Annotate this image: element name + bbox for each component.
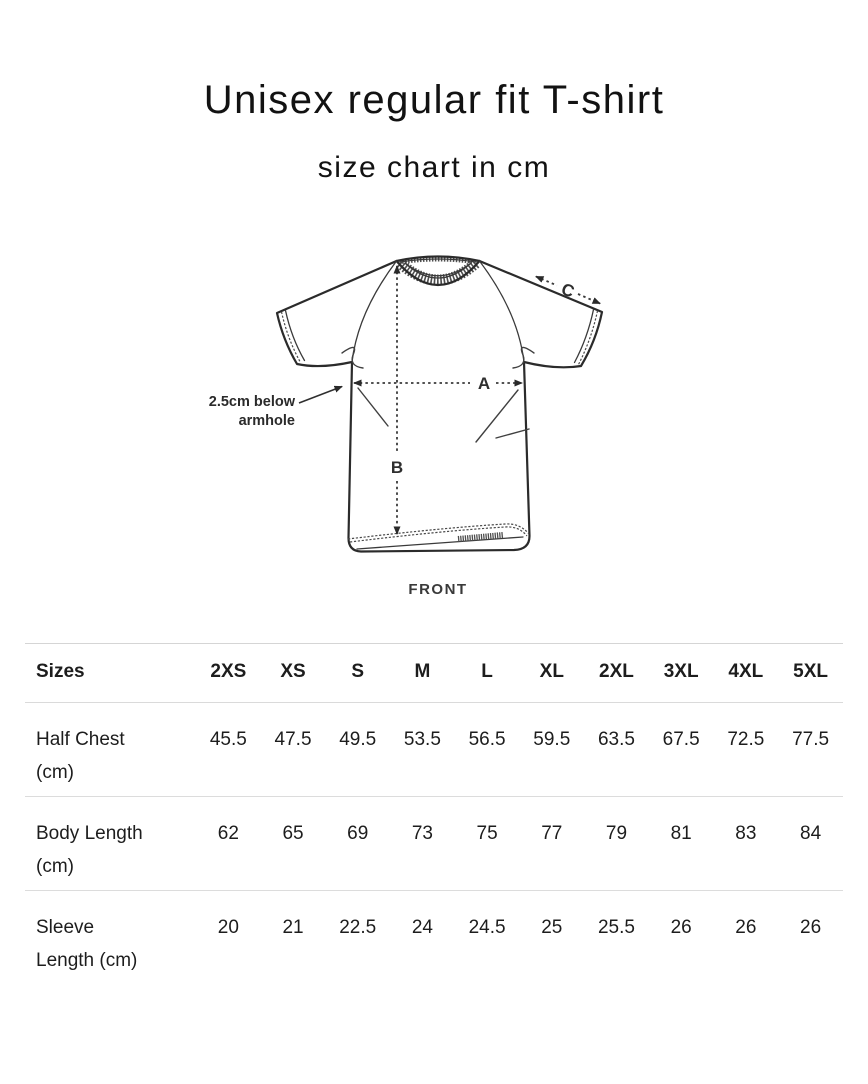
front-caption: FRONT — [408, 581, 468, 598]
row-label-text: Half Chest (cm) — [36, 729, 125, 783]
value-cell: 26 — [735, 917, 757, 938]
tshirt-measurement-diagram — [200, 235, 680, 610]
armhole-note-line1: 2.5cm below — [208, 394, 295, 410]
collar-ribbing-texture — [400, 259, 476, 280]
tshirt-outline — [277, 257, 602, 552]
value-cell: 84 — [778, 797, 843, 891]
size-table — [25, 643, 843, 984]
value-cell: 21 — [282, 917, 304, 938]
value-cell: 67.5 — [649, 703, 714, 797]
header-cell-size: L — [455, 644, 520, 703]
measure-label-c: C — [558, 279, 577, 302]
armhole-note-line2: armhole — [238, 413, 295, 429]
value-cell: 25.5 — [597, 917, 635, 938]
header-cell-size: 3XL — [649, 644, 714, 703]
page-subtitle: size chart in cm — [317, 151, 551, 184]
value-cell: 49.5 — [325, 703, 390, 797]
measure-label-a: A — [477, 374, 491, 393]
tshirt-seam-details — [282, 259, 598, 549]
value-cell: 77.5 — [778, 703, 843, 797]
value-cell: 62 — [196, 797, 261, 891]
value-cell: 63.5 — [584, 703, 649, 797]
value-cell: 59.5 — [519, 703, 584, 797]
value-cell: 47.5 — [261, 703, 326, 797]
value-cell: 77 — [519, 797, 584, 891]
row-label — [25, 797, 196, 891]
value-cell: 81 — [649, 797, 714, 891]
fabric-creases — [342, 347, 534, 442]
header-cell-size: XS — [261, 644, 326, 703]
row-label-text: Body Length (cm) — [36, 823, 143, 877]
measurement-arrows — [299, 266, 600, 534]
header-cell-size: M — [390, 644, 455, 703]
size-table-header-row — [25, 644, 843, 703]
row-label — [25, 891, 196, 985]
size-table-body — [25, 703, 843, 985]
header-cell-size: 4XL — [714, 644, 779, 703]
value-cell: 25 — [541, 917, 563, 938]
value-cell: 65 — [261, 797, 326, 891]
value-cell: 24.5 — [468, 917, 506, 938]
value-cell: 75 — [455, 797, 520, 891]
value-cell: 73 — [390, 797, 455, 891]
header-cell-size: 2XL — [584, 644, 649, 703]
page-title: Unisex regular fit T-shirt — [203, 78, 665, 122]
value-cell: 56.5 — [455, 703, 520, 797]
value-cell: 83 — [714, 797, 779, 891]
table-row — [25, 891, 843, 985]
value-cell: 26 — [670, 917, 692, 938]
value-cell: 24 — [411, 917, 433, 938]
row-label — [25, 703, 196, 797]
table-row — [25, 703, 843, 797]
header-cell-size: 5XL — [778, 644, 843, 703]
value-cell: 69 — [325, 797, 390, 891]
value-cell: 20 — [217, 917, 239, 938]
header-cell-size: S — [325, 644, 390, 703]
value-cell: 22.5 — [339, 917, 377, 938]
header-cell-size: 2XS — [196, 644, 261, 703]
value-cell: 26 — [800, 917, 822, 938]
value-cell: 53.5 — [390, 703, 455, 797]
value-cell: 72.5 — [714, 703, 779, 797]
table-row — [25, 797, 843, 891]
value-cell: 45.5 — [196, 703, 261, 797]
measure-label-b: B — [390, 458, 404, 477]
note-pointer-arrow — [299, 387, 342, 404]
header-cell-sizes: Sizes — [25, 644, 196, 703]
row-label-text: Sleeve Length (cm) — [36, 917, 138, 971]
value-cell: 79 — [584, 797, 649, 891]
header-cell-size: XL — [519, 644, 584, 703]
